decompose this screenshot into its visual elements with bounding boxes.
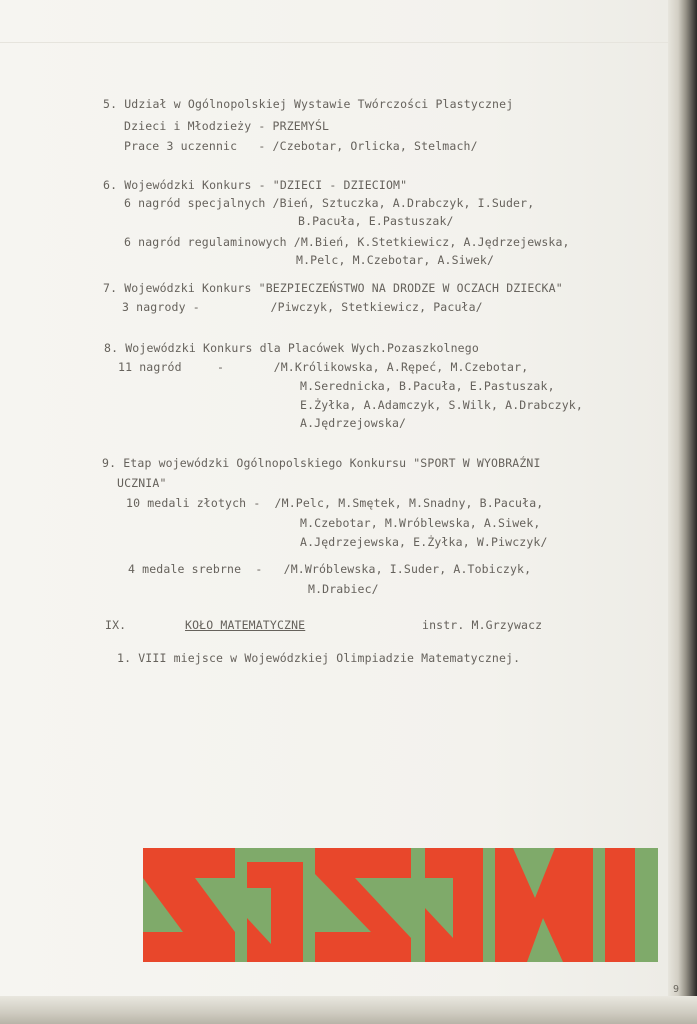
page-edge-right [668,0,697,1024]
item-9-line-1: 9. Etap wojewódzki Ogólnopolskiego Konkursu "SPORT W WYOBRAŹNI [102,456,541,470]
item-6-line-2: 6 nagród specjalnych /Bień, Sztuczka, A.Drabczyk, I.Suder, [124,196,535,210]
item-9-line-5: A.Jędrzejewska, E.Żyłka, W.Piwczyk/ [300,535,548,549]
item-6-line-3: B.Pacuła, E.Pastuszak/ [298,214,454,228]
item-6-line-1: 6. Wojewódzki Konkurs - "DZIECI - DZIECIOM" [103,178,408,192]
item-7-line-2: 3 nagrody - /Piwczyk, Stetkiewicz, Pacuła/ [122,300,483,314]
section-ix-instructor: instr. M.Grzywacz [422,618,543,632]
item-8-line-2: 11 nagród - /M.Królikowska, A.Rępeć, M.Czebotar, [118,360,529,374]
item-8-line-5: A.Jędrzejowska/ [300,416,407,430]
item-9-line-3: 10 medali złotych - /M.Pelc, M.Smętek, M.Snadny, B.Pacuła, [126,496,544,510]
item-8-line-3: M.Serednicka, B.Pacuła, E.Pastuszak, [300,379,555,393]
item-9-line-6: 4 medale srebrne - /M.Wróblewska, I.Suder, A.Tobiczyk, [128,562,532,576]
item-7-line-1: 7. Wojewódzki Konkurs "BEZPIECZEŃSTWO NA DRODZE W OCZACH DZIECKA" [103,281,563,295]
item-9-line-4: M.Czebotar, M.Wróblewska, A.Siwek, [300,516,541,530]
page-edge-bottom [0,996,697,1024]
item-6-line-4: 6 nagród regulaminowych /M.Bień, K.Stetkiewicz, A.Jędrzejewska, [124,235,570,249]
item-6-line-5: M.Pelc, M.Czebotar, A.Siwek/ [296,253,495,267]
dziewi-logo [143,848,658,962]
section-ix-title: KOŁO MATEMATYCZNE [185,618,306,632]
item-9-line-7: M.Drabiec/ [308,582,379,596]
page-number: 9 [673,984,680,995]
sheet-edge-line [0,42,668,43]
item-5-line-3: Prace 3 uczennic - /Czebotar, Orlicka, Stelmach/ [124,139,478,153]
item-5-line-2: Dzieci i Młodzieży - PRZEMYŚL [124,119,330,133]
math-item-1: 1. VIII miejsce w Wojewódzkiej Olimpiadzie Matematycznej. [117,651,521,665]
section-ix-numeral: IX. [105,618,127,632]
item-8-line-4: E.Żyłka, A.Adamczyk, S.Wilk, A.Drabczyk, [300,398,583,412]
item-5-line-1: 5. Udział w Ogólnopolskiej Wystawie Twórczości Plastycznej [103,97,514,111]
item-8-line-1: 8. Wojewódzki Konkurs dla Placówek Wych.Pozaszkolnego [104,341,479,355]
item-9-line-2: UCZNIA" [117,476,167,490]
